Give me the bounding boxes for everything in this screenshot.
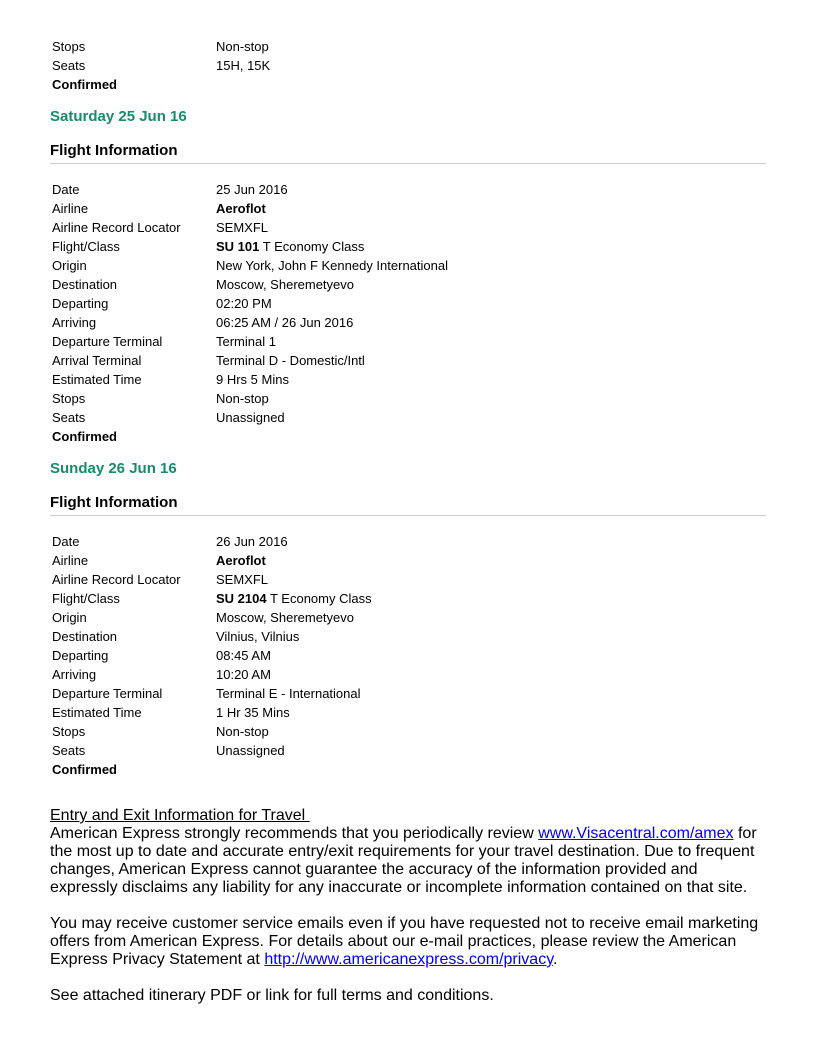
detail-value: Unassigned [216,743,285,758]
detail-label: Stops [52,391,86,406]
detail-row [50,351,448,370]
detail-value: 08:45 AM [216,648,271,663]
detail-value: 1 Hr 35 Mins [216,705,290,720]
detail-row [50,570,372,589]
airline-name: Aeroflot [216,201,266,216]
detail-row [50,684,372,703]
detail-label: Airline Record Locator [52,572,181,587]
detail-row [50,665,372,684]
detail-value: Vilnius, Vilnius [216,629,300,644]
detail-value: SEMXFL [216,572,269,587]
visa-text-before: American Express strongly recommends that you periodically review [50,825,539,842]
detail-row [50,37,270,56]
detail-value: 9 Hrs 5 Mins [216,372,289,387]
visa-text-after: for the most up to date and accurate entry/exit requirements for your travel destination. Due to frequent changes, American Express cannot guarantee the accuracy of the information provided and expressly disclaims any liability for any inaccurate or incomplete information contained on that site. [50,825,757,896]
detail-label: Airline [52,553,89,568]
detail-label: Origin [52,610,87,625]
detail-value: New York, John F Kennedy International [216,258,448,273]
flight-number: SU 101 [216,239,260,254]
flight-number: SU 2104 [216,591,267,606]
detail-label: Arriving [52,667,97,682]
detail-label: Airline [52,201,89,216]
status-confirmed: Confirmed [52,762,117,777]
detail-value: 26 Jun 2016 [216,534,288,549]
status-confirmed: Confirmed [52,429,117,444]
detail-label: Departing [52,296,109,311]
detail-row [50,56,270,75]
flight-details [50,180,448,427]
detail-label: Date [52,534,80,549]
day-heading: Sunday 26 Jun 16 [50,460,177,477]
detail-row [50,237,448,256]
detail-value: Terminal D - Domestic/Intl [216,353,365,368]
detail-row [50,256,448,275]
detail-label: Airline Record Locator [52,220,181,235]
privacy-link[interactable]: http://www.americanexpress.com/privacy [264,951,553,968]
detail-label: Destination [52,277,118,292]
detail-label: Estimated Time [52,372,142,387]
detail-label: Departing [52,648,109,663]
detail-label: Origin [52,258,87,273]
itinerary-page [50,37,766,1005]
entry-exit-info [50,807,766,1005]
detail-row [50,332,448,351]
detail-value: 02:20 PM [216,296,272,311]
detail-row [50,627,372,646]
detail-row [50,741,372,760]
detail-value: Non-stop [216,391,269,406]
detail-row [50,180,448,199]
flight-details [50,532,372,760]
detail-value: SEMXFL [216,220,269,235]
privacy-text-before: You may receive customer service emails even if you have requested not to receive email marketing offers from American Express. For details about our e-mail practices, please review the American Express Privacy Statement at [50,915,759,968]
detail-label: Estimated Time [52,705,142,720]
visa-paragraph [50,825,766,897]
flight-class-value [214,589,372,608]
terms-paragraph: See attached itinerary PDF or link for full terms and conditions. [50,987,494,1004]
detail-value: Terminal 1 [216,334,276,349]
airline-name: Aeroflot [216,553,266,568]
privacy-text-after: . [553,951,558,968]
detail-row [50,722,372,741]
detail-value: Unassigned [216,410,285,425]
detail-label: Stops [52,39,86,54]
detail-label: Destination [52,629,118,644]
detail-value: Non-stop [216,39,269,54]
detail-label: Arriving [52,315,97,330]
detail-row [50,294,448,313]
detail-row [50,313,448,332]
detail-label: Departure Terminal [52,686,163,701]
detail-row [50,408,448,427]
detail-label: Seats [52,743,86,758]
detail-row [50,199,448,218]
visacentral-link[interactable]: www.Visacentral.com/amex [538,825,734,842]
detail-label: Flight/Class [52,239,120,254]
detail-row [50,275,448,294]
detail-value: 10:20 AM [216,667,271,682]
detail-row [50,218,448,237]
detail-row [50,703,372,722]
detail-value: Moscow, Sheremetyevo [216,277,355,292]
detail-label: Arrival Terminal [52,353,142,368]
detail-value: Terminal E - International [216,686,361,701]
detail-row [50,551,372,570]
detail-label: Flight/Class [52,591,120,606]
detail-label: Seats [52,58,86,73]
detail-row [50,389,448,408]
class-text: T Economy Class [259,239,365,254]
detail-row [50,608,372,627]
spacer [50,969,766,987]
detail-row [50,646,372,665]
detail-row [50,532,372,551]
day-heading: Saturday 25 Jun 16 [50,108,187,125]
segment-details-top [50,37,270,75]
section-title: Flight Information [50,141,766,164]
flight-class-value [214,237,448,256]
detail-label: Seats [52,410,86,425]
detail-value: 15H, 15K [216,58,271,73]
privacy-paragraph [50,915,766,969]
section-title: Flight Information [50,493,766,516]
class-text: T Economy Class [266,591,372,606]
spacer [50,897,766,915]
detail-row [50,370,448,389]
detail-row [50,589,372,608]
detail-value: 06:25 AM / 26 Jun 2016 [216,315,354,330]
detail-label: Date [52,182,80,197]
detail-label: Departure Terminal [52,334,163,349]
detail-value: Moscow, Sheremetyevo [216,610,355,625]
detail-value: Non-stop [216,724,269,739]
detail-value: 25 Jun 2016 [216,182,288,197]
entry-exit-heading: Entry and Exit Information for Travel [50,807,310,824]
status-confirmed: Confirmed [52,77,117,92]
detail-label: Stops [52,724,86,739]
